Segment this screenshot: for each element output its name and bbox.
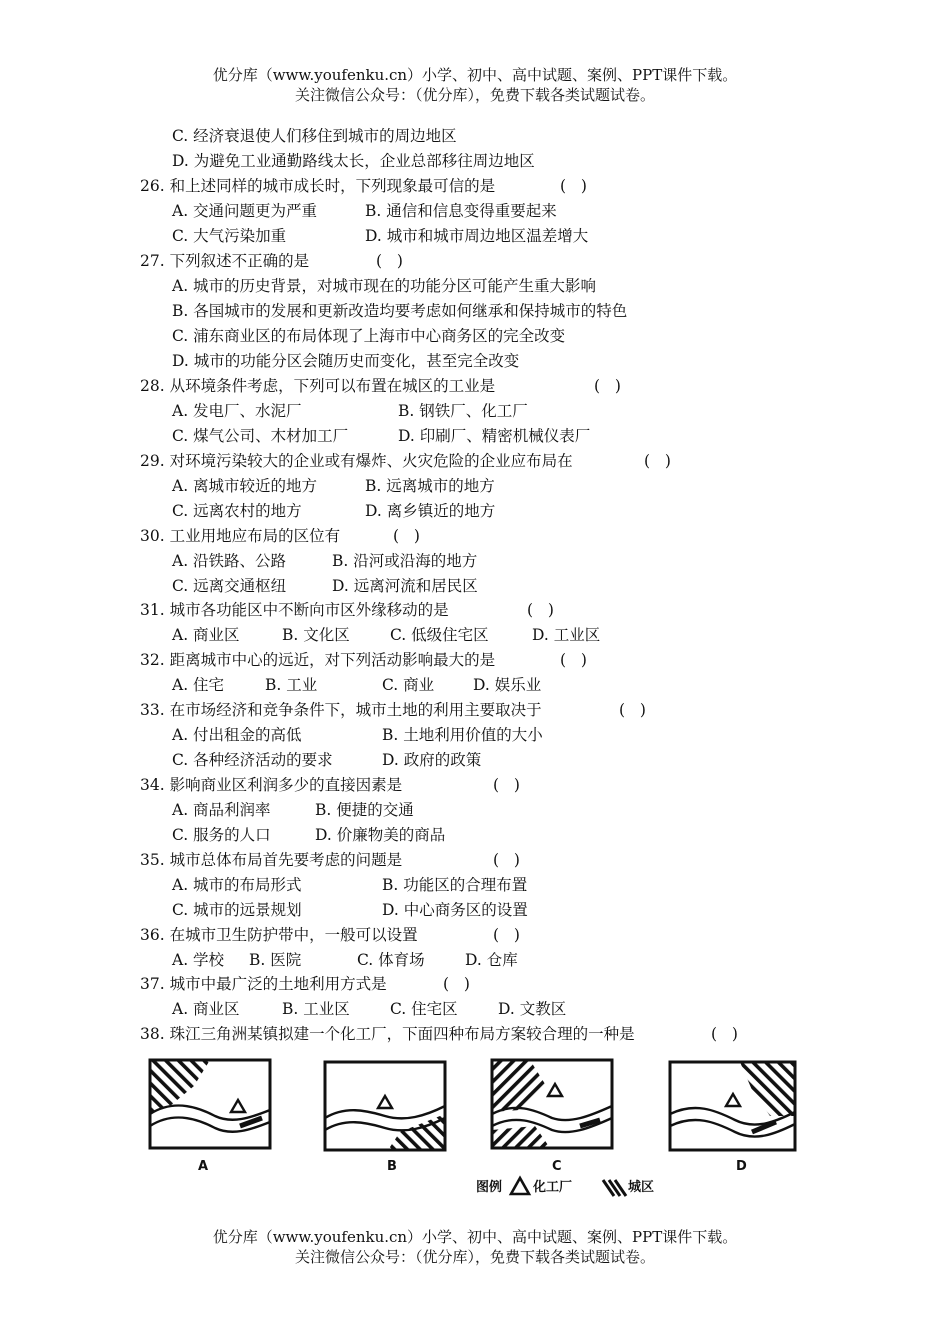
question-34: 34. 影响商业区利润多少的直接因素是 xyxy=(140,776,403,794)
answer-paren-36: ( ) xyxy=(493,926,520,944)
q34-option-a: A. 商品利润率 xyxy=(172,801,271,819)
question-30: 30. 工业用地应布局的区位有 xyxy=(140,527,341,545)
q32-option-b: B. 工业 xyxy=(265,676,318,694)
q26-option-a: A. 交通问题更为严重 xyxy=(172,202,318,220)
q29-option-c: C. 远离农村的地方 xyxy=(172,502,302,520)
answer-paren-31: ( ) xyxy=(527,601,554,619)
q34-option-c: C. 服务的人口 xyxy=(172,826,271,844)
question-26: 26. 和上述同样的城市成长时，下列现象最可信的是 xyxy=(140,177,496,195)
q30-option-d: D. 远离河流和居民区 xyxy=(332,577,478,595)
map-d xyxy=(670,1062,795,1150)
map-c xyxy=(492,1060,612,1148)
q31-option-c: C. 低级住宅区 xyxy=(390,626,489,644)
legend-factory-label: 化工厂 xyxy=(533,1180,573,1195)
q30-option-a: A. 沿铁路、公路 xyxy=(172,552,287,570)
question-31: 31. 城市各功能区中不断向市区外缘移动的是 xyxy=(140,601,449,619)
option-c-prev: C. 经济衰退使人们移住到城市的周边地区 xyxy=(172,127,457,145)
question-35: 35. 城市总体布局首先要考虑的问题是 xyxy=(140,851,403,869)
answer-paren-33: ( ) xyxy=(619,701,646,719)
q26-option-d: D. 城市和城市周边地区温差增大 xyxy=(365,227,589,245)
q35-option-d: D. 中心商务区的设置 xyxy=(382,901,528,919)
answer-paren-35: ( ) xyxy=(493,851,520,869)
question-32: 32. 距离城市中心的远近，对下列活动影响最大的是 xyxy=(140,651,496,669)
map-label-d: D xyxy=(736,1159,747,1174)
answer-paren-26: ( ) xyxy=(560,177,587,195)
answer-paren-27: ( ) xyxy=(376,252,403,270)
q27-option-d: D. 城市的功能分区会随历史而变化，甚至完全改变 xyxy=(172,352,520,370)
legend-title: 图例 xyxy=(476,1180,503,1195)
q37-option-d: D. 文教区 xyxy=(498,1000,567,1018)
q27-option-c: C. 浦东商业区的布局体现了上海市中心商务区的完全改变 xyxy=(172,327,566,345)
question-36: 36. 在城市卫生防护带中，一般可以设置 xyxy=(140,926,418,944)
q28-option-c: C. 煤气公司、木材加工厂 xyxy=(172,427,349,445)
map-a xyxy=(150,1060,270,1148)
layout-maps-svg xyxy=(0,1050,950,1210)
legend-city-label: 城区 xyxy=(628,1180,655,1195)
q37-option-b: B. 工业区 xyxy=(282,1000,350,1018)
q36-option-b: B. 医院 xyxy=(249,951,302,969)
q31-option-d: D. 工业区 xyxy=(532,626,601,644)
question-37: 37. 城市中最广泛的土地利用方式是 xyxy=(140,975,387,993)
q28-option-b: B. 钢铁厂、化工厂 xyxy=(398,402,528,420)
q33-option-b: B. 土地利用价值的大小 xyxy=(382,726,543,744)
legend-hatch-icon xyxy=(603,1180,626,1196)
q28-option-d: D. 印刷厂、精密机械仪表厂 xyxy=(398,427,591,445)
q28-option-a: A. 发电厂、水泥厂 xyxy=(172,402,302,420)
question-28: 28. 从环境条件考虑，下列可以布置在城区的工业是 xyxy=(140,377,496,395)
q35-option-a: A. 城市的布局形式 xyxy=(172,876,302,894)
answer-paren-37: ( ) xyxy=(443,975,470,993)
q30-option-b: B. 沿河或沿海的地方 xyxy=(332,552,478,570)
q33-option-c: C. 各种经济活动的要求 xyxy=(172,751,333,769)
answer-paren-28: ( ) xyxy=(594,377,621,395)
q35-option-b: B. 功能区的合理布置 xyxy=(382,876,528,894)
map-label-b: B xyxy=(387,1159,397,1174)
question-33: 33. 在市场经济和竞争条件下，城市土地的利用主要取决于 xyxy=(140,701,542,719)
q37-option-a: A. 商业区 xyxy=(172,1000,240,1018)
q35-option-c: C. 城市的远景规划 xyxy=(172,901,302,919)
q33-option-a: A. 付出租金的高低 xyxy=(172,726,302,744)
answer-paren-29: ( ) xyxy=(644,452,671,470)
answer-paren-30: ( ) xyxy=(393,527,420,545)
map-label-c: C xyxy=(552,1159,562,1174)
answer-paren-38: ( ) xyxy=(711,1025,738,1043)
question-38: 38. 珠江三角洲某镇拟建一个化工厂，下面四种布局方案较合理的一种是 xyxy=(140,1025,635,1043)
q31-option-a: A. 商业区 xyxy=(172,626,240,644)
question-27: 27. 下列叙述不正确的是 xyxy=(140,252,310,270)
q34-option-d: D. 价廉物美的商品 xyxy=(315,826,446,844)
question-29: 29. 对环境污染较大的企业或有爆炸、火灾危险的企业应布局在 xyxy=(140,452,573,470)
q32-option-c: C. 商业 xyxy=(382,676,435,694)
option-d-prev: D. 为避免工业通勤路线太长，企业总部移往周边地区 xyxy=(172,152,535,170)
q27-option-a: A. 城市的历史背景，对城市现在的功能分区可能产生重大影响 xyxy=(172,277,597,295)
q37-option-c: C. 住宅区 xyxy=(390,1000,458,1018)
layout-figure xyxy=(0,1050,950,1210)
q26-option-b: B. 通信和信息变得重要起来 xyxy=(365,202,557,220)
map-b xyxy=(325,1062,445,1150)
q29-option-a: A. 离城市较近的地方 xyxy=(172,477,318,495)
header-line-2: 关注微信公众号：（优分库），免费下载各类试题试卷。 xyxy=(294,86,655,104)
q34-option-b: B. 便捷的交通 xyxy=(315,801,414,819)
answer-paren-34: ( ) xyxy=(493,776,520,794)
footer-line-1: 优分库（www.youfenku.cn）小学、初中、高中试题、案例、PPT课件下载。 xyxy=(212,1228,738,1246)
q29-option-b: B. 远离城市的地方 xyxy=(365,477,495,495)
q31-option-b: B. 文化区 xyxy=(282,626,350,644)
footer-line-2: 关注微信公众号：（优分库），免费下载各类试题试卷。 xyxy=(294,1248,655,1266)
q36-option-c: C. 体育场 xyxy=(357,951,425,969)
q36-option-a: A. 学校 xyxy=(172,951,225,969)
legend-triangle-icon xyxy=(511,1178,529,1194)
q26-option-c: C. 大气污染加重 xyxy=(172,227,287,245)
q27-option-b: B. 各国城市的发展和更新改造均要考虑如何继承和保持城市的特色 xyxy=(172,302,628,320)
q33-option-d: D. 政府的政策 xyxy=(382,751,482,769)
map-label-a: A xyxy=(198,1159,209,1174)
q36-option-d: D. 仓库 xyxy=(465,951,518,969)
q32-option-a: A. 住宅 xyxy=(172,676,225,694)
q29-option-d: D. 离乡镇近的地方 xyxy=(365,502,496,520)
header-line-1: 优分库（www.youfenku.cn）小学、初中、高中试题、案例、PPT课件下载。 xyxy=(212,66,738,84)
answer-paren-32: ( ) xyxy=(560,651,587,669)
q30-option-c: C. 远离交通枢纽 xyxy=(172,577,287,595)
q32-option-d: D. 娱乐业 xyxy=(473,676,542,694)
